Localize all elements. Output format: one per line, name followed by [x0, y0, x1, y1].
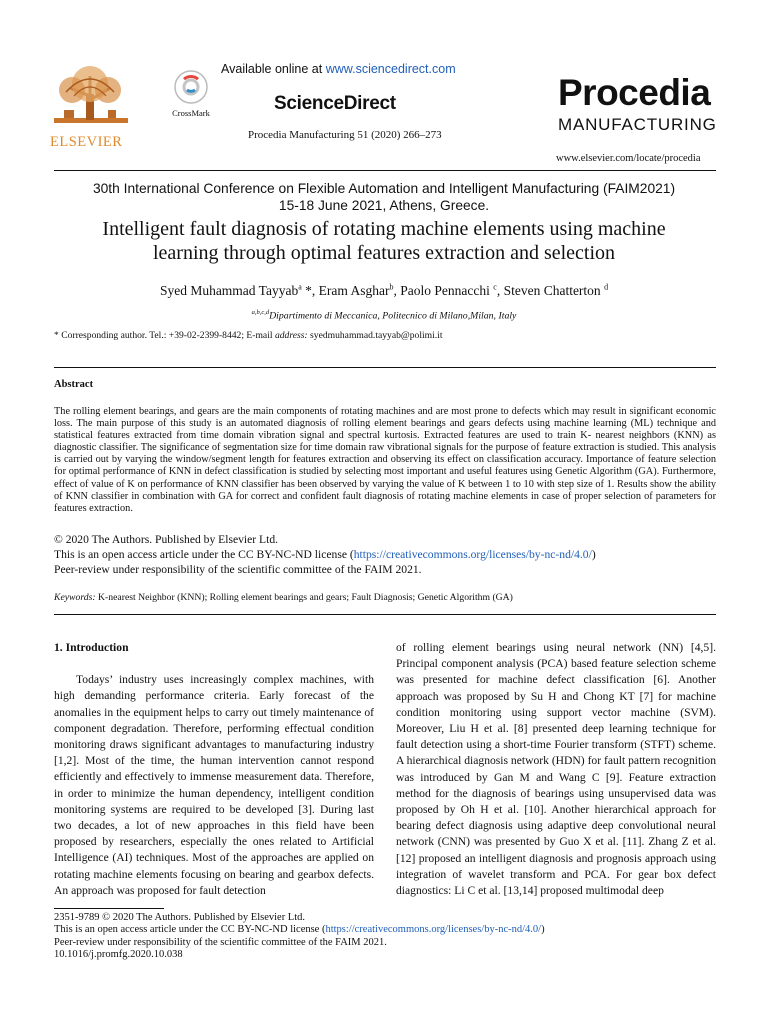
crossmark-label: CrossMark [172, 108, 210, 118]
intro-paragraph: Todays’ industry uses increasingly complex machines, with high demanding performance criteria. Early forecast of the anomalies in the equipment helps to carry out timely maintenance of component degradation. Therefore, performing effectual condition monitoring draws significant advantages to manufacturing industry [1,2]. Most of the time, the human intervention cannot respond efficiently and effectively to immense measurement data. Therefore, in order to minimize the human dependency, intelligent condition monitoring systems are required to be developed [3]. During last two decades, a lot of new approaches in this field have been proposed by researchers, especially the ones related to Artificial Intelligence (AI) techniques. Most of the approaches are applied on rotating machine elements focusing on bearing and gearbox defects. An approach was proposed for fault detection [54, 673, 374, 897]
conference-name: 30th International Conference on Flexible Automation and Intelligent Manufacturing (FAIM2021) 15-18 June 2021, Athens, Greece. [92, 181, 676, 213]
footer-rule [54, 908, 164, 909]
intro-right-column [396, 640, 716, 899]
corresponding-author: * Corresponding author. Tel.: +39-02-2399-8442; E-mail address: syedmuhammad.tayyab@polimi.it [54, 330, 443, 341]
footer-block: 2351-9789 © 2020 The Authors. Published by Elsevier Ltd. This is an open access article under the CC BY-NC-ND license (https://creativecommons.org/licenses/by-nc-nd/4.0/) Peer-review under responsibility of the scientific committee of the FAIM 2021. 10.1016/j.promfg.2020.10.038 [54, 912, 545, 960]
author: Paolo Pennacchi $^c$, [400, 282, 504, 298]
crossmark-icon [174, 70, 208, 104]
intro-left-column [54, 640, 374, 899]
author: Eram Asghar$^b$, [318, 282, 401, 298]
sciencedirect-title: ScienceDirect [274, 93, 396, 114]
footer-license-link[interactable]: https://creativecommons.org/licenses/by-nc-nd/4.0/ [325, 924, 542, 936]
abstract-heading: Abstract [54, 379, 94, 390]
paper-title: Intelligent fault diagnosis of rotating machine elements using machine learning through optimal features extraction and selection [102, 218, 666, 264]
journal-url[interactable]: www.elsevier.com/locate/procedia [556, 153, 701, 164]
author-list [0, 282, 768, 299]
section-heading: 1. Introduction [54, 641, 129, 654]
affiliation: $^{a,b,c,d}$Dipartimento di Meccanica, Politecnico di Milano,Milan, Italy [251, 309, 517, 322]
copyright-block: © 2020 The Authors. Published by Elsevier Ltd. This is an open access article under the CC BY-NC-ND license (https://creativecommons.org/licenses/by-nc-nd/4.0/) Peer-review under responsibility of the scientific committee of the FAIM 2021. [54, 533, 596, 576]
keywords: Keywords: K-nearest Neighbor (KNN); Rolling element bearings and gears; Fault Diagnosis; Genetic Algorithm (GA) [54, 592, 513, 603]
sciencedirect-link[interactable]: www.sciencedirect.com [325, 62, 456, 76]
procedia-subtitle: MANUFACTURING [558, 115, 717, 134]
available-online: Available online at www.sciencedirect.com [221, 62, 456, 76]
elsevier-tree-icon [50, 66, 132, 128]
abstract-body: The rolling element bearings, and gears are the main components of rotating machines and are most prone to defects which may result in significant economic loss. The main purpose of this study is an automated diagnosis of rolling element bearings and gears defects using machine learning (ML) technique and statistical features extracted from time domain vibration signal and spectral kurtosis. Extracted features are used to train K- nearest neighbors (KNN) as diagnostic classifier. The significance of segmentation size for time domain raw vibrational signals for the purpose of feature extraction is studied. This analysis is carried out by varying the window/segment length for features extraction and observing its effect on classification accuracy. Importance of feature selection for optimal performance of KNN in defect classification is studied by selecting most important and useful features using Genetic Algorithm (GA). Furthermore, effect of value of K on performance of KNN classifier has been observed by varying the value of K between 1 to 10 with step size of 1. Results show the ability of KNN classifier in combination with GA for correct and confident fault diagnosis of rotating machine elements in case of proper selection of parameters for features extraction. [54, 406, 716, 514]
procedia-logo [558, 74, 718, 135]
license-link[interactable]: https://creativecommons.org/licenses/by-nc-nd/4.0/ [353, 547, 592, 561]
elsevier-logo [50, 66, 132, 150]
elsevier-wordmark: ELSEVIER [50, 134, 123, 150]
intro-paragraph-continued: of rolling element bearings using neural network (NN) [4,5]. Principal component analysis (PCA) based feature selection scheme was presented for machine defect classification [6]. Another approach was proposed by Su H and Chong KT [7] for machine condition monitoring using support vector machine (SVM). Moreover, Liu H et al. [8] presented deep learning technique for fault detection using a short-time Fourier transform (STFT) scheme. A hierarchical diagnosis network (HDN) for fault pattern recognition was introduced by Gan M and Wang C [9]. Feature extraction method for the diagnosis of bearings using unsupervised data was proposed by Oh H et al. [10]. Another hierarchical approach for bearing defect diagnosis using adaptive deep convolutional neural network (CNN) was presented by Guo X et al. [11]. Zhang Z et al. [12] proposed an intelligent diagnosis and prognosis approach using integration of wavelet transform and PCA. For gear box defect diagnostics: Li C et al. [13,14] proposed multimodal deep [396, 641, 717, 898]
doi[interactable]: 10.1016/j.promfg.2020.10.038 [54, 948, 183, 960]
crossmark-badge[interactable] [164, 70, 218, 118]
journal-reference: Procedia Manufacturing 51 (2020) 266–273 [248, 129, 442, 141]
abstract-bottom-rule [54, 614, 716, 615]
abstract-top-rule [54, 367, 716, 368]
author: Steven Chatterton $^d$ [503, 282, 609, 298]
header-rule [54, 170, 716, 171]
author: Syed Muhammad Tayyab$^a$ *, [159, 282, 319, 298]
procedia-wordmark: Procedia [558, 72, 711, 113]
